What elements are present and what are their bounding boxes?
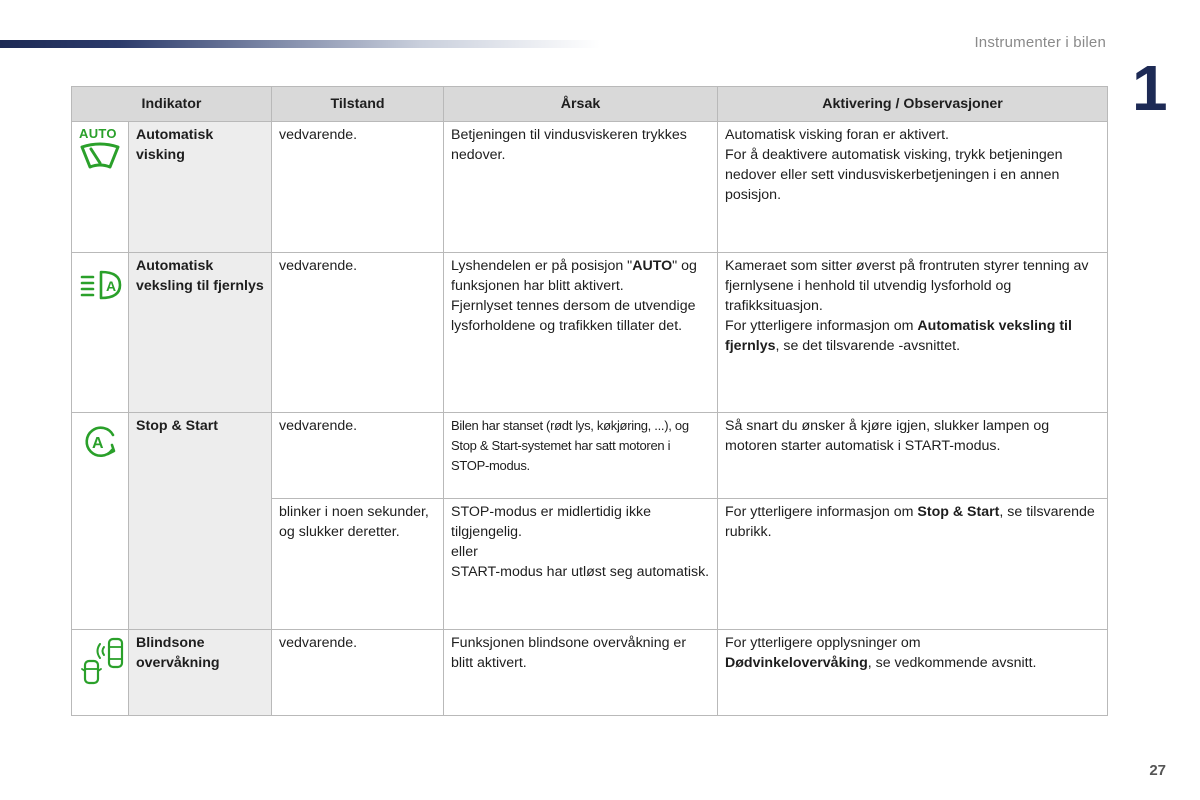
cause-text: Lyshendelen er på posisjon ": [451, 258, 633, 274]
action-cell: [718, 122, 1108, 253]
svg-text:A: A: [106, 278, 117, 294]
table-row: [72, 122, 1108, 253]
action-text: , se det tilsvarende -avsnittet.: [775, 338, 961, 354]
action-cell: [718, 253, 1108, 413]
action-text: For ytterligere informasjon om: [725, 504, 918, 520]
table-row: [72, 630, 1108, 716]
state-cell: vedvarende.: [272, 253, 444, 413]
cause-cell: [444, 499, 718, 630]
indicator-cell: [72, 630, 129, 716]
state-cell: vedvarende.: [272, 630, 444, 716]
svg-text:A: A: [92, 435, 104, 452]
action-text: , se vedkommende avsnitt.: [867, 655, 1037, 671]
indicator-name: Blindsone overvåkning: [129, 630, 272, 716]
section-title: Instrumenter i bilen: [974, 34, 1106, 51]
auto-label: AUTO: [79, 126, 117, 141]
indicator-cell: [72, 122, 129, 253]
action-bold: Dødvinkelovervåking: [725, 655, 868, 671]
action-text: For ytterligere informasjon om: [725, 318, 918, 334]
table-header-row: [72, 87, 1108, 122]
cause-bold: AUTO: [632, 258, 673, 274]
header-indikator: Indikator: [72, 87, 272, 122]
cause-cell: Bilen har stanset (rødt lys, køkjøring, ...), og Stop & Start-systemet har satt motoren i STOP-modus.: [444, 413, 718, 499]
header-arsak: Årsak: [444, 87, 718, 122]
stop-start-icon: [80, 424, 120, 460]
page-number: 27: [1149, 762, 1166, 779]
header-gradient-bar: [0, 40, 600, 48]
cause-text: STOP-modus er midlertidig ikke tilgjengelig.: [451, 504, 652, 540]
auto-high-beam-icon: [79, 268, 123, 302]
header-tilstand: Tilstand: [272, 87, 444, 122]
indicator-name: Automatisk veksling til fjernlys: [129, 253, 272, 413]
action-text: Kameraet som sitter øverst på frontruten styrer tenning av fjernlysene i henhold til utvendig lysforhold og trafikksituasjon.: [725, 258, 1089, 314]
action-line: Automatisk visking foran er aktivert.: [725, 127, 949, 143]
cause-text: eller: [451, 544, 478, 560]
chapter-number: 1: [1132, 52, 1168, 124]
cause-cell: Betjeningen til vindusviskeren trykkes nedover.: [444, 122, 718, 253]
indicator-name: Automatisk visking: [129, 122, 272, 253]
cause-text: Fjernlyset tennes dersom de utvendige lysforholdene og trafikken tillater det.: [451, 298, 696, 334]
cause-cell: [444, 253, 718, 413]
auto-wiper-icon: [79, 141, 121, 171]
action-cell: Så snart du ønsker å kjøre igjen, slukker lampen og motoren starter automatisk i START-modus.: [718, 413, 1108, 499]
cause-text: START-modus har utløst seg automatisk.: [451, 564, 710, 580]
state-cell: vedvarende.: [272, 413, 444, 499]
indicator-cell: [72, 253, 129, 413]
indicator-name: Stop & Start: [129, 413, 272, 630]
cause-text: " og funksjonen har blitt aktivert.: [451, 258, 697, 294]
indicator-table: [71, 86, 1108, 716]
cause-cell: Funksjonen blindsone overvåkning er blitt aktivert.: [444, 630, 718, 716]
header-aktivering: Aktivering / Observasjoner: [718, 87, 1108, 122]
action-text: For ytterligere opplysninger om: [725, 635, 921, 651]
action-text: , se tilsvarende rubrikk.: [725, 504, 1095, 540]
table-row: [72, 413, 1108, 499]
table-row: [72, 253, 1108, 413]
state-cell: blinker i noen sekunder, og slukker deretter.: [272, 499, 444, 630]
action-cell: [718, 630, 1108, 716]
action-bold: Automatisk veksling til fjernlys: [725, 318, 1072, 354]
blind-spot-icon: [79, 635, 125, 687]
action-bold: Stop & Start: [917, 504, 1000, 520]
action-cell: [718, 499, 1108, 630]
indicator-cell: [72, 413, 129, 630]
state-cell: vedvarende.: [272, 122, 444, 253]
action-line: For å deaktivere automatisk visking, trykk betjeningen nedover eller sett vindusviskerbetjeningen i en annen posisjon.: [725, 147, 1063, 203]
